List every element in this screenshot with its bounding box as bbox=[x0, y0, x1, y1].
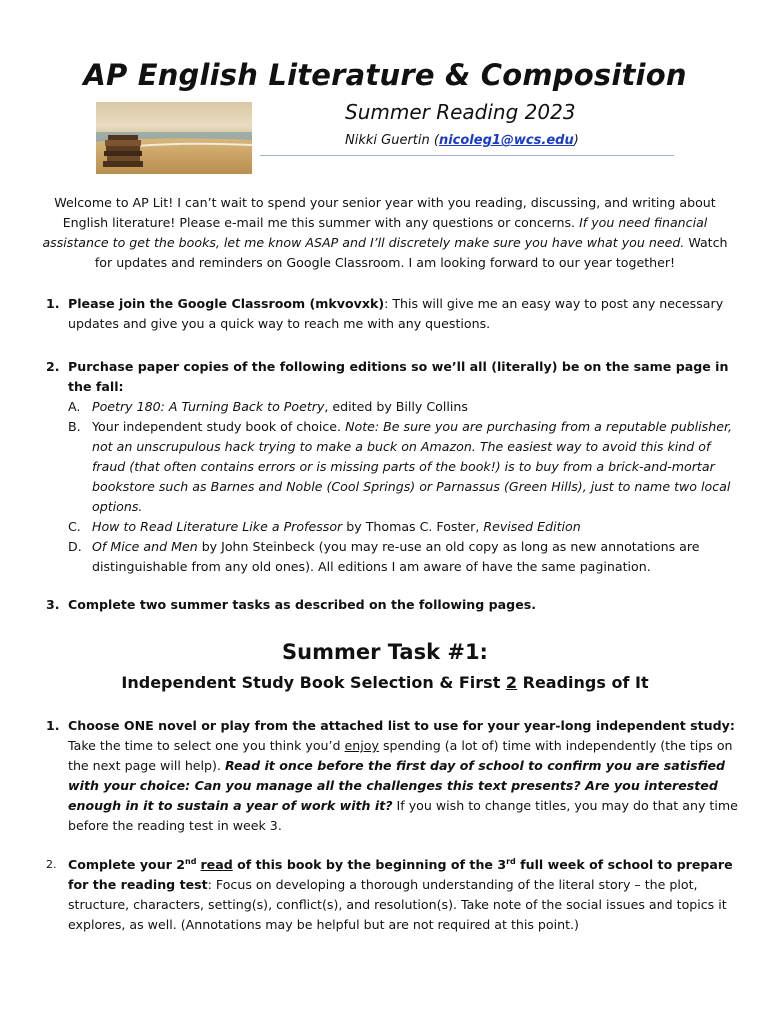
list-number: 2. bbox=[46, 359, 60, 374]
subheading-text: Independent Study Book Selection & First bbox=[121, 673, 506, 692]
task-text: : Focus on developing a thorough understanding of the literal story – the plot, structure, characters, setting(s), conflict(s), and resolution(s). Take note of the social issues and topics it explores, as well. (Annotations may be helpful but are not required at this point.) bbox=[68, 877, 727, 932]
book-title: Poetry 180: A Turning Back to Poetry bbox=[92, 399, 325, 414]
sub-item bbox=[68, 397, 738, 417]
sub-item bbox=[68, 517, 738, 537]
header-divider bbox=[260, 155, 674, 156]
task-heading-text: of this book by the beginning of the 3 bbox=[232, 857, 507, 872]
list-number: 1. bbox=[46, 296, 60, 311]
list-item bbox=[46, 294, 738, 334]
task-text: spending (a lot of) time with independently (the tips on the next page will help). bbox=[68, 738, 733, 773]
task-emphasis: read bbox=[200, 857, 233, 872]
list-number: 1. bbox=[46, 718, 60, 733]
author-line bbox=[345, 133, 579, 148]
welcome-financial-note: If you need financial assistance to get the books, let me know ASAP and I’ll discretely make sure you have what you need. bbox=[42, 215, 708, 250]
task-text: If you wish to change titles, you may do that any time before the reading test in week 3. bbox=[68, 798, 738, 833]
author-email-link[interactable]: nicoleg1@wcs.edu bbox=[438, 133, 574, 148]
sub-text: Your independent study book of choice. bbox=[92, 419, 346, 434]
book-title: Of Mice and Men bbox=[92, 539, 198, 554]
sub-text: by John Steinbeck (you may re-use an old copy as long as new annotations are distinguishable from any old ones). All editions I am aware of have the same pagination. bbox=[92, 539, 700, 574]
document-title: AP English Literature & Composition bbox=[83, 58, 687, 92]
task-heading-text: Choose ONE novel or play from the attached list to use for your year-long independent study: bbox=[68, 718, 735, 733]
sub-text: , edited by Billy Collins bbox=[324, 399, 468, 414]
task-heading-text: Complete your 2 bbox=[68, 857, 186, 872]
task-heading: Summer Task #1: bbox=[282, 640, 488, 664]
book-title: How to Read Literature Like a Professor bbox=[92, 519, 343, 534]
sub-note: Note: Be sure you are purchasing from a reputable publisher, not an unscrupulous hack trying to make a buck on Amazon. The easiest way to avoid this kind of fraud (that often contains errors or is missing parts of the book!) is to buy from a brick-and-mortar bookstore such as Barnes and Noble (Cool Springs) or Parnassus (Green Hills), just to name two local options. bbox=[92, 419, 732, 514]
step-heading: Purchase paper copies of the following editions so we’ll all (literally) be on the same page in the fall: bbox=[68, 359, 729, 394]
welcome-text: Welcome to AP Lit! I can’t wait to spend your senior year with you reading, discussing, and writing about English literature! Please e-mail me this summer with any questions or concerns. bbox=[54, 195, 716, 230]
list-item bbox=[46, 595, 738, 615]
ordinal-suffix: nd bbox=[185, 856, 197, 866]
books-on-beach-icon bbox=[96, 102, 252, 174]
author-suffix: ) bbox=[573, 133, 579, 148]
list-number: 3. bbox=[46, 597, 60, 612]
step-heading: Complete two summer tasks as described on the following pages. bbox=[68, 597, 537, 612]
task-subheading bbox=[0, 673, 770, 692]
sub-letter: D. bbox=[68, 539, 82, 554]
task-heading-text: full week of school to prepare for the reading test bbox=[68, 857, 733, 892]
task-text: Take the time to select one you think you’d bbox=[68, 738, 345, 753]
sub-item bbox=[68, 537, 738, 577]
task-instruction: Read it once before the first day of school to confirm you are satisfied with your choice: Can you manage all the challenges this text presents? Are you interested enough in it to sustain a year of work with it? bbox=[68, 758, 726, 813]
task-emphasis: enjoy bbox=[344, 738, 379, 753]
document-subtitle: Summer Reading 2023 bbox=[345, 100, 576, 124]
welcome-paragraph bbox=[40, 193, 730, 273]
step-heading: Please join the Google Classroom (mkvovxk) bbox=[68, 296, 385, 311]
welcome-text-end: Watch for updates and reminders on Google Classroom. I am looking forward to our year together! bbox=[94, 235, 728, 270]
edition-note: Revised Edition bbox=[483, 519, 581, 534]
ordinal-suffix: rd bbox=[506, 856, 516, 866]
list-number: 2. bbox=[46, 858, 57, 871]
subheading-text-end: Readings of It bbox=[517, 673, 649, 692]
subheading-number: 2 bbox=[505, 673, 518, 692]
list-item bbox=[46, 855, 738, 935]
author-name: Nikki Guertin ( bbox=[345, 133, 439, 148]
sub-text: by Thomas C. Foster, bbox=[342, 519, 484, 534]
sub-letter: A. bbox=[68, 399, 81, 414]
sub-letter: B. bbox=[68, 419, 81, 434]
sub-letter: C. bbox=[68, 519, 81, 534]
list-item bbox=[46, 357, 738, 577]
books-on-beach-image bbox=[96, 102, 252, 174]
sub-item bbox=[68, 417, 738, 517]
list-item bbox=[46, 716, 738, 836]
step-text: : This will give me an easy way to post any necessary updates and give you a quick way to reach me with any questions. bbox=[68, 296, 724, 331]
